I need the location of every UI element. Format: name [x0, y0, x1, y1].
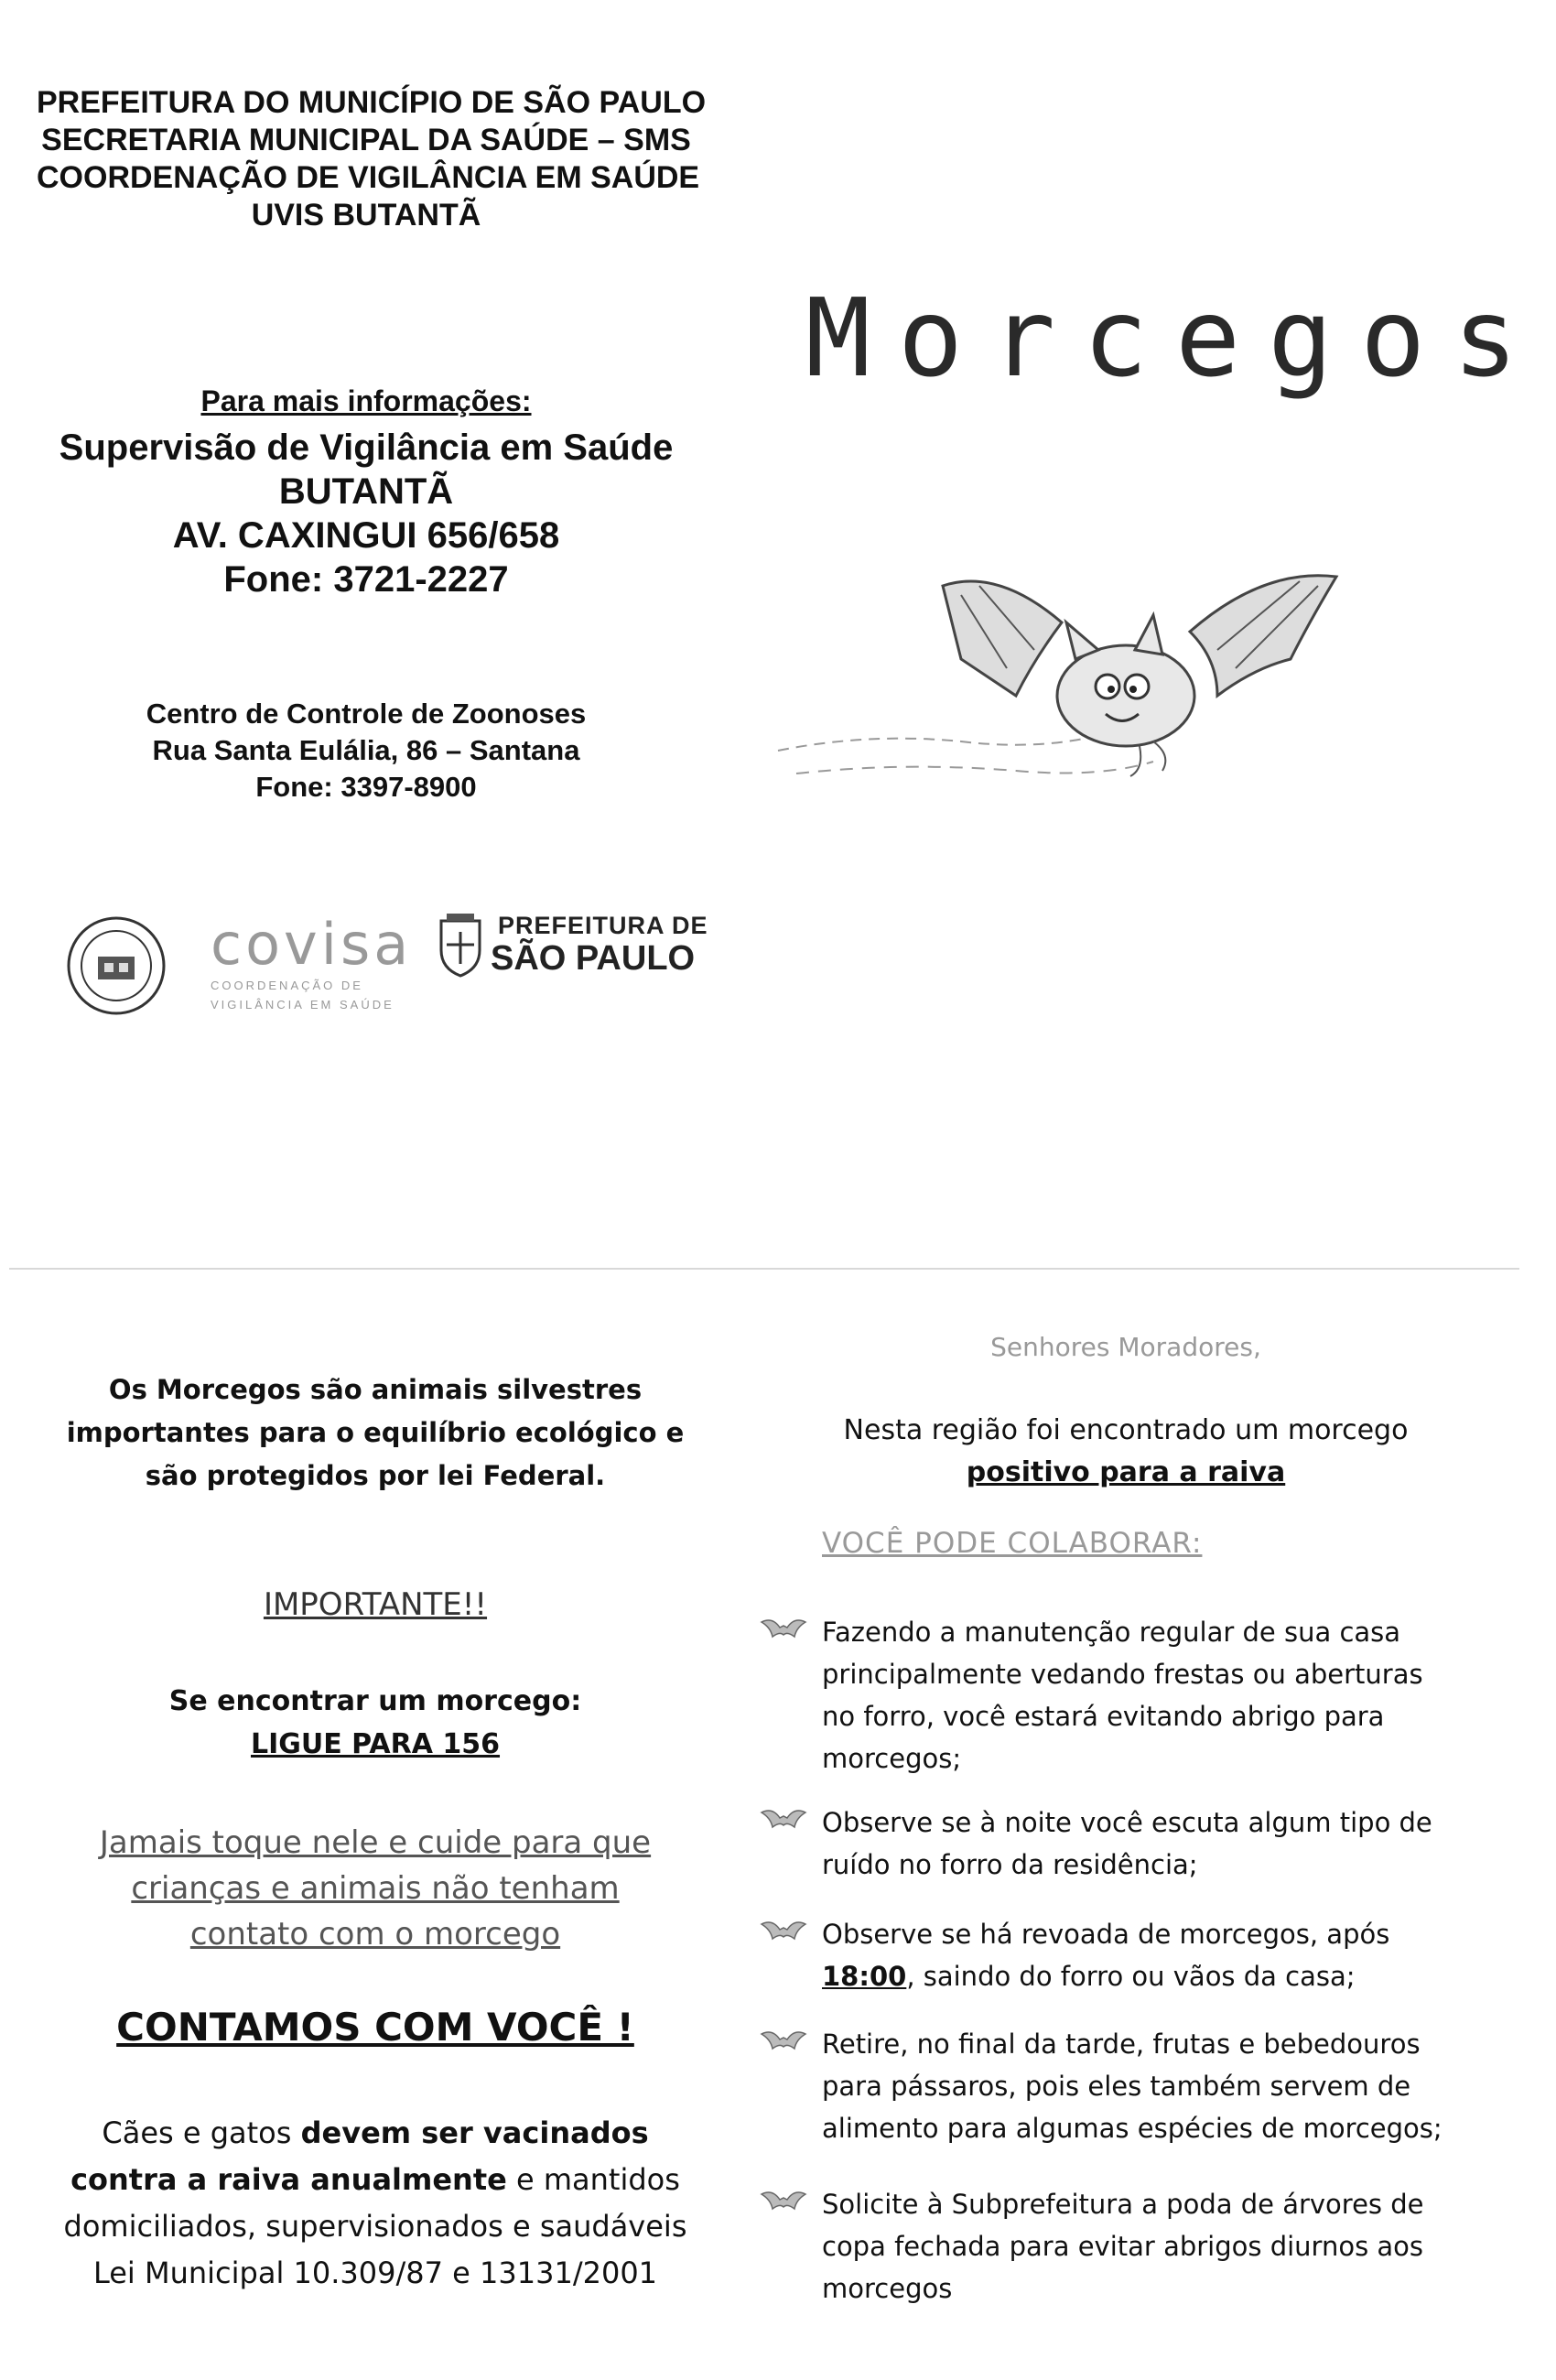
colaborar-heading: VOCÊ PODE COLABORAR: [822, 1527, 1203, 1560]
list-item-text [822, 1913, 1463, 1997]
caes-line-2-a: contra a raiva anualmente [70, 2162, 507, 2197]
header-line-secretaria: SECRETARIA MUNICIPAL DA SAÚDE – SMS [41, 123, 691, 157]
fold-divider [9, 1268, 1519, 1270]
header-line-uvis: UVIS BUTANTÃ [251, 198, 481, 233]
caes-line-2 [37, 2157, 714, 2203]
intro-text [55, 1368, 696, 1498]
covisa-logo-sub1: COORDENAÇÃO DE [211, 979, 363, 992]
vaccination-note [37, 2110, 714, 2297]
caes-line-4: Lei Municipal 10.309/87 e 13131/2001 [92, 2256, 658, 2290]
jamais-line-2: crianças e animais não tenham [131, 1870, 620, 1907]
list-item-text: Fazendo a manutenção regular de sua casa principalmente vedando frestas ou aberturas no forro, você estará evitando abrigo para morcegos; [822, 1617, 1423, 1774]
small-bat-icon [760, 2027, 807, 2054]
prefeitura-logo-line2: SÃO PAULO [491, 939, 696, 978]
list-item-text-pre: Observe se há revoada de morcegos, após [822, 1919, 1390, 1950]
list-item-text: Retire, no final da tarde, frutas e bebedouros para pássaros, pois eles também servem de alimento para algumas espécies de morcegos; [822, 2028, 1443, 2144]
small-bat-icon [760, 2187, 807, 2214]
jamais-line-3: contato com o morcego [189, 1916, 561, 1953]
small-bat-icon [760, 1615, 807, 1642]
caes-line-3: domiciliados, supervisionados e saudáveis [63, 2209, 687, 2244]
zoonoses-info [37, 696, 696, 806]
greeting: Senhores Moradores, [990, 1332, 1261, 1362]
alert-line-2: positivo para a raiva [966, 1456, 1286, 1488]
contact-line-phone: Fone: 3721-2227 [223, 559, 509, 600]
intro-line-3: são protegidos por lei Federal. [145, 1460, 606, 1491]
contact-line-address: AV. CAXINGUI 656/658 [172, 515, 560, 556]
caes-line-1 [37, 2110, 714, 2157]
jamais-warning [55, 1820, 696, 1957]
intro-line-1: Os Morcegos são animais silvestres [108, 1374, 643, 1405]
contact-label: Para mais informações: [200, 384, 532, 417]
small-bat-icon [760, 1805, 807, 1833]
header-line-coordenacao: COORDENAÇÃO DE VIGILÂNCIA EM SAÚDE [37, 160, 700, 195]
encontrar-text: Se encontrar um morcego: [168, 1685, 582, 1717]
list-item-text: Solicite à Subprefeitura a poda de árvores de copa fechada para evitar abrigos diurnos aos morcegos [822, 2189, 1424, 2304]
alert-line-1: Nesta região foi encontrado um morcego [843, 1414, 1409, 1446]
header-line-prefeitura: PREFEITURA DO MUNICÍPIO DE SÃO PAULO [37, 85, 707, 120]
prefeitura-logo [436, 908, 710, 990]
list-item-text-post: , saindo do forro ou vãos da casa; [906, 1961, 1356, 1992]
covisa-logo-sub2: VIGILÂNCIA EM SAÚDE [211, 998, 394, 1012]
contact-line-butanta: BUTANTÃ [278, 471, 454, 512]
list-item-text: Observe se à noite você escuta algum tipo de ruído no forro da residência; [822, 1807, 1432, 1880]
zoonoses-phone: Fone: 3397-8900 [255, 771, 477, 803]
covisa-logo-name: covisa [211, 911, 413, 978]
alert-text [805, 1410, 1446, 1494]
zoonoses-address: Rua Santa Eulália, 86 – Santana [152, 734, 580, 766]
caes-line-1-a: Cães e gatos [102, 2115, 301, 2150]
small-bat-icon [760, 1917, 807, 1944]
importante-heading: IMPORTANTE!! [263, 1586, 488, 1623]
contact-info [37, 384, 696, 601]
ligue-156: LIGUE PARA 156 [250, 1728, 501, 1760]
seal-logo [66, 915, 167, 1016]
caes-line-2-b: e mantidos [506, 2162, 680, 2197]
bat-illustration [760, 558, 1382, 824]
contamos-heading: CONTAMOS COM VOCÊ ! [116, 2005, 634, 2050]
covisa-logo [211, 911, 413, 1012]
prefeitura-logo-line1: PREFEITURA DE [498, 912, 708, 939]
intro-line-2: importantes para o equilíbrio ecológico e [66, 1417, 685, 1448]
jamais-line-1: Jamais toque nele e cuide para que [99, 1824, 652, 1861]
header-block [37, 84, 707, 234]
coat-of-arms-icon [436, 914, 485, 978]
zoonoses-name: Centro de Controle de Zoonoses [146, 698, 587, 730]
encontrar-block [55, 1680, 696, 1766]
contact-line-supervisao: Supervisão de Vigilância em Saúde [59, 427, 674, 468]
revoada-time: 18:00 [822, 1961, 907, 1992]
caes-line-1-b: devem ser vacinados [300, 2115, 649, 2150]
page-title: Morcegos [805, 275, 1546, 401]
